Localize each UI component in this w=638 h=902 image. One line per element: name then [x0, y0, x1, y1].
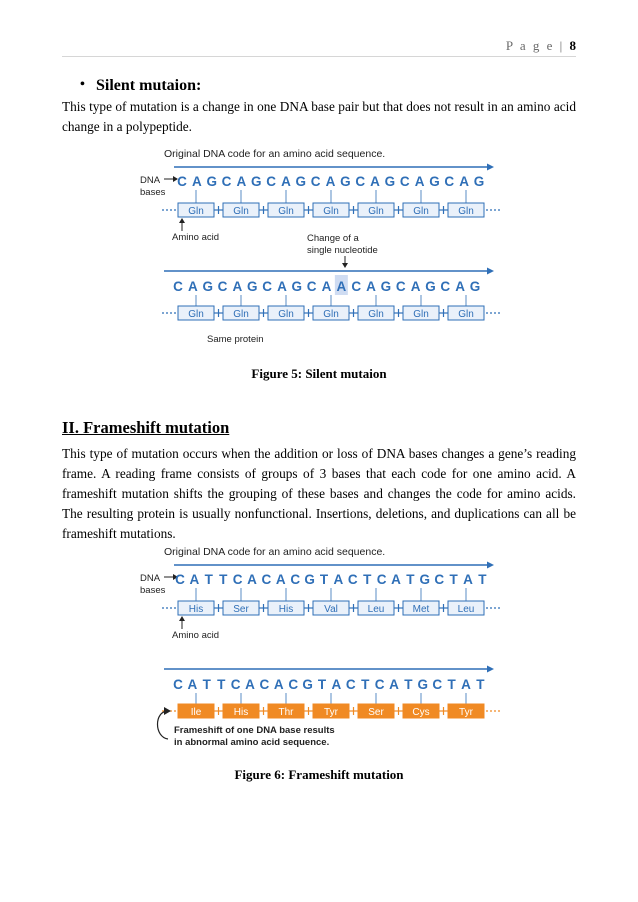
fig6-orig-base: C	[347, 572, 358, 587]
fig6-strand-mid-head	[487, 666, 494, 673]
fig5-strand-top-head	[487, 164, 494, 171]
silent-mutation-heading	[80, 77, 202, 95]
fig5-mut-base: G	[380, 279, 392, 294]
frameshift-paragraph: This type of mutation occurs when the addition or loss of DNA bases changes a gene’s reading frame. A reading frame consists of groups of 3 bases that each code for one amino acid. A frameshift mutation shifts the grouping of these bases and changes the code for amino acids. The resulting protein is usually nonfunctional. Insertions, deletions, and duplications can all be frameshift mutations.	[62, 446, 576, 541]
fig5-mut-base: G	[246, 279, 258, 294]
fig5-mut-base: A	[187, 279, 198, 294]
fig6-mut-base: A	[331, 677, 342, 692]
fig6-mut-base: C	[230, 677, 241, 692]
fig6-frameshift-label-2: in abnormal amino acid sequence.	[174, 737, 330, 748]
fig6-mut-base: A	[245, 677, 255, 692]
fig5-orig-base: A	[281, 174, 291, 189]
fig5-orig-amino-label: Gln	[368, 206, 384, 217]
fig5-orig-base: C	[221, 174, 232, 189]
fig5-orig-base: G	[340, 174, 351, 189]
fig6-mut-amino-label: Ser	[368, 707, 384, 718]
fig5-orig-base: C	[399, 174, 410, 189]
fig5-orig-base: A	[414, 174, 425, 189]
fig5-mut-base: A	[410, 279, 421, 294]
figure-5-caption: Figure 5: Silent mutaion	[251, 366, 387, 381]
fig6-orig-amino-label: Leu	[367, 604, 385, 615]
fig6-orig-base: A	[247, 572, 257, 587]
fig6-mut-base: T	[217, 677, 226, 692]
figure-silent-mutation	[140, 145, 500, 350]
fig5-orig-amino-label: Gln	[278, 206, 294, 217]
fig5-mut-base: A	[336, 279, 347, 294]
fig5-mut-base: A	[455, 279, 466, 294]
fig5-mut-base: A	[277, 279, 287, 294]
fig5-orig-base: C	[177, 174, 187, 189]
silent-paragraph: This type of mutation is a change in one DNA base pair but that does not result in an amino acid change in a polypeptide.	[62, 99, 576, 134]
fig5-orig-base: A	[236, 174, 247, 189]
fig5-orig-base: G	[429, 174, 440, 189]
fig5-mut-amino-label: Gln	[233, 309, 249, 320]
fig6-return-arrow-head	[164, 707, 171, 715]
fig6-frameshift-label-1: Frameshift of one DNA base results	[174, 725, 335, 736]
fig5-mut-base: A	[321, 279, 332, 294]
header-divider	[62, 56, 576, 57]
fig6-mut-base: T	[317, 677, 327, 692]
fig5-mut-base: A	[232, 279, 243, 294]
fig5-mut-base: C	[262, 279, 272, 294]
fig6-orig-base: C	[232, 572, 243, 587]
fig6-mut-base: G	[417, 677, 429, 692]
fig5-mut-base: C	[351, 279, 362, 294]
fig5-orig-base: G	[473, 174, 485, 189]
figure-frameshift-mutation	[140, 543, 500, 755]
fig5-change-pointer-head	[342, 263, 348, 268]
fig5-mut-amino-label: Gln	[458, 309, 474, 320]
fig6-mut-amino-label: His	[233, 707, 249, 718]
fig6-mut-base: T	[404, 677, 413, 692]
fig5-mut-base: G	[202, 279, 213, 294]
fig5-mut-base: C	[217, 279, 228, 294]
fig6-orig-base: C	[376, 572, 387, 587]
fig6-mut-base: C	[173, 677, 183, 692]
fig5-dna-label: DNA	[140, 175, 161, 186]
fig6-orig-base: A	[189, 572, 200, 587]
fig6-mut-base: T	[202, 677, 211, 692]
fig6-orig-base: T	[319, 572, 329, 587]
fig6-orig-amino-label: Met	[412, 604, 430, 615]
fig5-mut-amino-label: Gln	[323, 309, 339, 320]
fig6-orig-amino-label: Leu	[457, 604, 475, 615]
fig5-strand-mid-head	[487, 268, 494, 275]
fig6-orig-base: C	[434, 572, 445, 587]
fig5-mut-base: C	[395, 279, 406, 294]
silent-heading-text: Silent mutaion:	[96, 77, 202, 94]
fig6-orig-base: T	[449, 572, 458, 587]
fig6-orig-base: A	[333, 572, 344, 587]
fig6-orig-base: A	[463, 572, 473, 587]
fig6-orig-base: T	[204, 572, 213, 587]
fig6-mut-base: C	[288, 677, 299, 692]
fig6-mut-base: T	[476, 677, 485, 692]
fig6-orig-base: G	[304, 572, 315, 587]
fig6-title: Original DNA code for an amino acid sequence.	[164, 546, 386, 558]
fig5-orig-base: G	[250, 174, 262, 189]
fig5-change-label-1: Change of a	[307, 233, 359, 244]
fig6-mut-base: A	[273, 677, 284, 692]
fig5-orig-base: C	[310, 174, 321, 189]
fig6-orig-amino-label: His	[278, 604, 294, 615]
fig5-amino-pointer-head	[179, 218, 185, 223]
fig6-orig-base: C	[290, 572, 301, 587]
fig5-mut-base: G	[469, 279, 481, 294]
fig6-orig-amino-label: Ser	[233, 604, 249, 615]
fig5-orig-base: C	[444, 174, 455, 189]
fig6-return-arrow	[158, 711, 169, 739]
fig5-amino-acid-label: Amino acid	[172, 232, 219, 243]
fig5-mut-amino-label: Gln	[188, 309, 204, 320]
fig5-orig-base: G	[295, 174, 307, 189]
fig5-orig-base: C	[266, 174, 276, 189]
fig5-orig-amino-label: Gln	[233, 206, 249, 217]
fig6-orig-base: C	[175, 572, 185, 587]
fig5-mut-base: C	[306, 279, 317, 294]
bullet-icon: •	[80, 77, 85, 92]
fig5-orig-amino-label: Gln	[413, 206, 429, 217]
fig5-orig-base: A	[370, 174, 380, 189]
fig6-orig-base: T	[406, 572, 415, 587]
fig6-mut-base: A	[187, 677, 198, 692]
fig6-mut-amino-label: Cys	[412, 707, 430, 718]
fig6-amino-acid-label: Amino acid	[172, 630, 219, 641]
page-number: 8	[569, 38, 576, 53]
fig6-mut-base: T	[361, 677, 370, 692]
fig5-orig-base: G	[206, 174, 217, 189]
fig5-orig-base: A	[459, 174, 470, 189]
fig6-bases-label: bases	[140, 585, 166, 596]
fig6-mut-amino-label: Thr	[278, 707, 294, 718]
fig6-mut-base: C	[374, 677, 385, 692]
fig5-mut-base: A	[366, 279, 376, 294]
fig6-orig-base: T	[478, 572, 487, 587]
fig5-mut-amino-label: Gln	[278, 309, 294, 320]
figure-6-caption: Figure 6: Frameshift mutation	[234, 767, 404, 782]
fig6-strand-top-head	[487, 562, 494, 569]
fig6-orig-amino-label: His	[188, 604, 204, 615]
fig6-orig-base: G	[419, 572, 431, 587]
fig5-orig-base: C	[355, 174, 366, 189]
fig5-orig-amino-label: Gln	[188, 206, 204, 217]
fig6-mut-amino-label: Tyr	[459, 707, 473, 718]
fig6-orig-base: T	[363, 572, 372, 587]
fig6-orig-base: C	[261, 572, 272, 587]
fig5-mut-base: C	[440, 279, 451, 294]
fig6-orig-amino-label: Val	[324, 604, 338, 615]
fig6-orig-base: A	[275, 572, 286, 587]
fig5-orig-base: A	[191, 174, 202, 189]
fig5-same-protein-label: Same protein	[207, 334, 264, 345]
fig5-mut-base: C	[173, 279, 183, 294]
fig6-amino-pointer-head	[179, 616, 185, 621]
fig5-title: Original DNA code for an amino acid sequence.	[164, 148, 386, 160]
fig5-mut-base: G	[291, 279, 303, 294]
fig6-mut-base: A	[389, 677, 399, 692]
fig6-mut-base: C	[345, 677, 356, 692]
fig6-mut-base: T	[447, 677, 456, 692]
fig5-orig-amino-label: Gln	[458, 206, 474, 217]
page-header	[506, 38, 576, 54]
fig5-orig-base: A	[325, 174, 336, 189]
frameshift-heading: II. Frameshift mutation	[62, 418, 230, 437]
fig5-bases-label: bases	[140, 187, 166, 198]
fig5-mut-base: G	[425, 279, 436, 294]
fig6-mut-base: A	[461, 677, 471, 692]
fig6-mut-base: G	[302, 677, 313, 692]
fig6-mut-base: C	[259, 677, 270, 692]
fig6-mut-amino-label: Tyr	[324, 707, 338, 718]
fig5-orig-amino-label: Gln	[323, 206, 339, 217]
fig5-mut-amino-label: Gln	[413, 309, 429, 320]
fig5-orig-base: G	[384, 174, 396, 189]
fig6-dna-label: DNA	[140, 573, 161, 584]
fig5-mut-amino-label: Gln	[368, 309, 384, 320]
fig6-orig-base: T	[219, 572, 228, 587]
fig6-mut-base: C	[432, 677, 443, 692]
fig6-mut-amino-label: Ile	[190, 707, 202, 718]
fig5-change-label-2: single nucleotide	[307, 245, 378, 256]
page-label: P a g e |	[505, 38, 565, 53]
fig6-orig-base: A	[391, 572, 401, 587]
